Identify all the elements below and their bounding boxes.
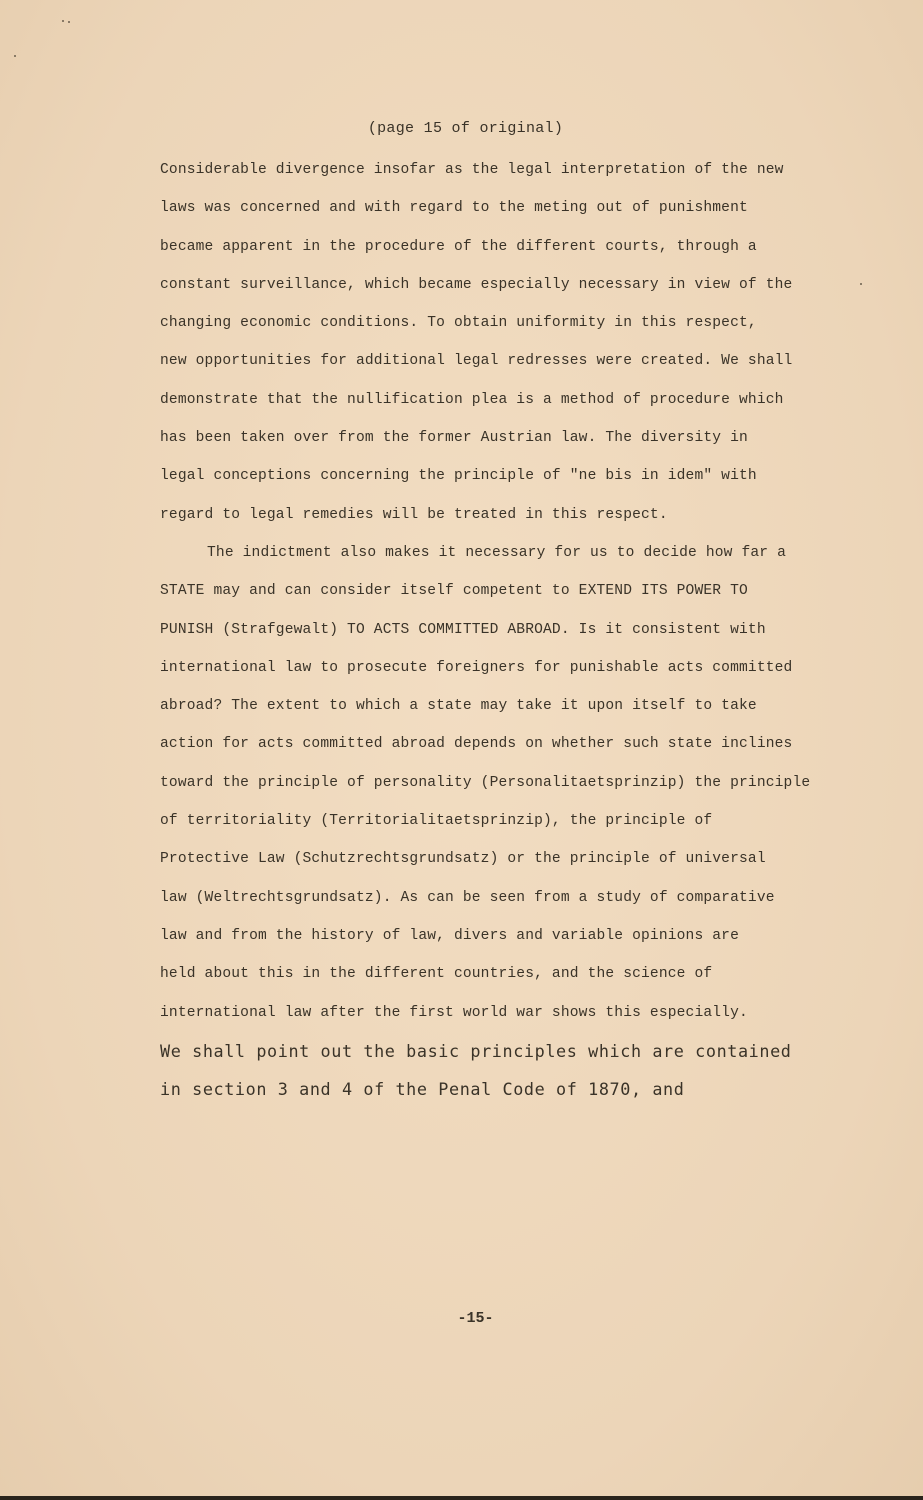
text-line: laws was concerned and with regard to the meting out of punishment (160, 200, 748, 217)
text-line-large-type: We shall point out the basic principles which are contained (160, 1040, 792, 1061)
text-line: of territoriality (Territorialitaetsprinzip), the principle of (160, 813, 713, 830)
text-line: changing economic conditions. To obtain uniformity in this respect, (160, 315, 757, 332)
text-line: international law after the first world war shows this especially. (160, 1004, 748, 1021)
text-line: constant surveillance, which became especially necessary in view of the (160, 276, 793, 293)
page-header: (page 15 of original) (367, 120, 564, 137)
page-number: -15- (457, 1310, 494, 1327)
text-line: toward the principle of personality (Personalitaetsprinzip) the principle (160, 774, 811, 791)
scan-edge (0, 1496, 923, 1500)
paragraph-start-line: The indictment also makes it necessary for us to decide how far a (207, 544, 786, 561)
text-line: PUNISH (Strafgewalt) TO ACTS COMMITTED ABROAD. Is it consistent with (160, 621, 766, 638)
text-line: has been taken over from the former Austrian law. The diversity in (160, 430, 748, 447)
text-line-large-type: in section 3 and 4 of the Penal Code of 1870, and (160, 1079, 685, 1100)
text-line: regard to legal remedies will be treated in this respect. (160, 506, 668, 523)
paper-speck (68, 21, 70, 23)
text-line: became apparent in the procedure of the different courts, through a (160, 238, 757, 255)
text-line: demonstrate that the nullification plea is a method of procedure which (160, 391, 784, 408)
text-line: STATE may and can consider itself competent to EXTEND ITS POWER TO (160, 583, 748, 600)
text-line: new opportunities for additional legal redresses were created. We shall (160, 353, 793, 370)
paper-speck (14, 55, 16, 57)
text-line: legal conceptions concerning the principle of "ne bis in idem" with (160, 468, 757, 485)
text-line: action for acts committed abroad depends on whether such state inclines (160, 736, 793, 753)
text-line: Protective Law (Schutzrechtsgrundsatz) or the principle of universal (160, 851, 766, 868)
body-text (160, 158, 880, 1115)
text-line: Considerable divergence insofar as the legal interpretation of the new (160, 162, 784, 178)
text-line: international law to prosecute foreigners for punishable acts committed (160, 659, 793, 676)
paper-speck (62, 20, 64, 22)
text-line: abroad? The extent to which a state may take it upon itself to take (160, 698, 757, 715)
text-line: law (Weltrechtsgrundsatz). As can be seen from a study of comparative (160, 889, 775, 906)
text-line: law and from the history of law, divers and variable opinions are (160, 927, 739, 944)
text-line: held about this in the different countries, and the science of (160, 966, 713, 983)
